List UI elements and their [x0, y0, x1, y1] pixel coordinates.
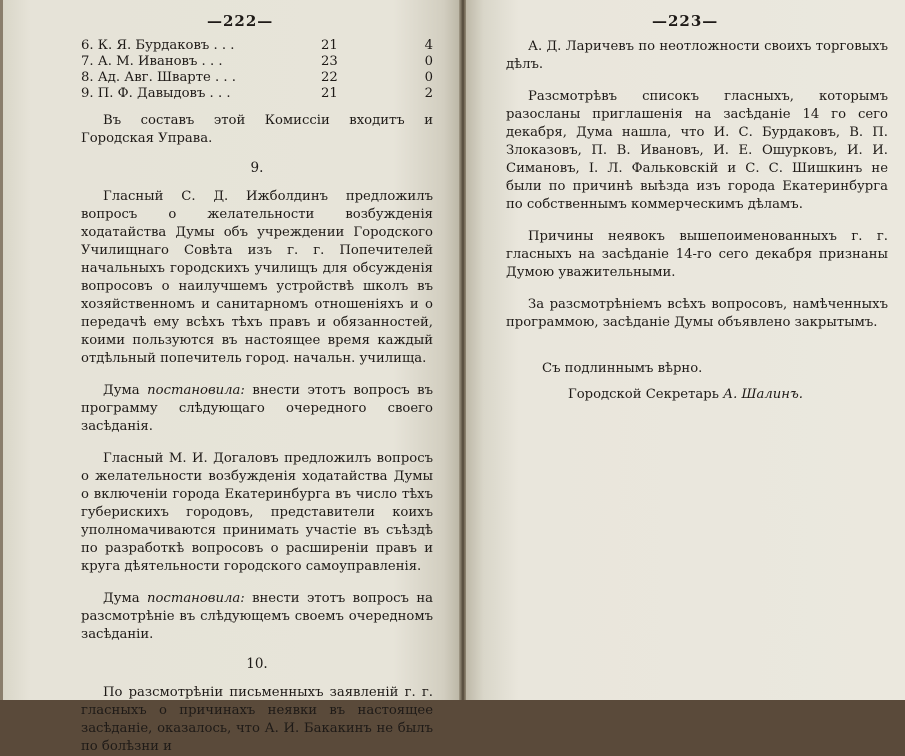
vote-row — [81, 38, 433, 54]
resolution-1 — [81, 382, 433, 436]
resolution-text: внести этотъ вопросъ въ программу слѣдующаго очередного своего засѣданія. — [81, 383, 433, 434]
vote-count-a: 21 — [321, 38, 338, 53]
resolution-text: внести этотъ вопросъ на разсмотрѣніе въ слѣдующемъ своемъ очередномъ засѣданіи. — [81, 591, 433, 642]
resolution-label: Дума — [103, 383, 140, 398]
vote-count-a: 23 — [321, 54, 338, 69]
certification: Съ подлиннымъ вѣрно. — [542, 361, 703, 376]
vote-name: 7. А. М. Ивановъ . . . — [81, 54, 223, 69]
section-heading: 9. — [250, 160, 264, 176]
vote-table — [81, 38, 433, 102]
secretary-name: А. Шалинъ. — [723, 387, 803, 402]
secretary-title: Городской Секретарь — [568, 387, 719, 402]
vote-count-a: 21 — [321, 86, 338, 101]
signature-line — [506, 386, 888, 404]
commission-note: Въ составъ этой Комиссіи входитъ и Городская Управа. — [81, 113, 433, 146]
vote-row — [81, 54, 433, 70]
vote-name: 6. К. Я. Бурдаковъ . . . — [81, 38, 235, 53]
vote-count-a: 22 — [321, 70, 338, 85]
resolution-verb: постановила: — [147, 591, 245, 606]
resolution-2 — [81, 590, 433, 644]
closing-statement: За разсмотрѣніемъ всѣхъ вопросовъ, намѣченныхъ программою, засѣданіе Думы объявлено закрытымъ. — [506, 297, 888, 330]
page-number: —223— — [652, 12, 719, 30]
vote-name: 9. П. Ф. Давыдовъ . . . — [81, 86, 231, 101]
vote-row — [81, 70, 433, 86]
vote-count-b: 0 — [424, 70, 433, 85]
vote-row — [81, 86, 433, 102]
reasons-valid: Причины неявокъ вышепоименованныхъ г. г. гласныхъ на засѣданіе 14-го сего декабря признаны Думою уважительными. — [506, 229, 888, 280]
dogalov-proposal: Гласный М. И. Догаловъ предложилъ вопросъ о желательности возбужденія ходатайства Думы о включеніи города Екатеринбурга въ число тѣхъ губерискихъ городовъ, представители коихъ уполномачиваются принимать участіе въ съѣздѣ по разработкѣ вопросовъ о расширеніи правъ и круга дѣятельности городского самоуправленія. — [81, 451, 433, 574]
right-page — [466, 0, 905, 700]
left-page-content — [81, 38, 433, 756]
resolution-verb: постановила: — [147, 383, 245, 398]
resolution-label: Дума — [103, 591, 140, 606]
page-number: —222— — [207, 12, 274, 30]
vote-count-b: 2 — [424, 86, 433, 101]
vote-name: 8. Ад. Авг. Шварте . . . — [81, 70, 236, 85]
continuation-text: А. Д. Ларичевъ по неотложности своихъ торговыхъ дѣлъ. — [506, 39, 888, 72]
izhboldin-proposal: Гласный С. Д. Ижболдинъ предложилъ вопросъ о желательности возбужденія ходатайства Думы объ учреждении Городского Училищнаго Совѣта изъ г. г. Попечителей начальныхъ городскихъ училищъ для обсужденія вопросовъ о наилучшемъ устройствѣ школъ въ хозяйственномъ и санитарномъ отношеніяхъ и о передачѣ ему всѣхъ тѣхъ правъ и обязанностей, коими пользуются въ настоящее время каждый отдѣльный попечитель город. начальн. училища. — [81, 189, 433, 366]
vote-count-b: 4 — [424, 38, 433, 53]
right-page-content — [506, 38, 888, 404]
section-heading: 10. — [246, 656, 268, 672]
absence-text: По разсмотрѣніи письменныхъ заявленій г. г. гласныхъ о причинахъ неявки въ настоящее засѣданіе, оказалось, что А. И. Бакакинъ не былъ по болѣзни и — [81, 685, 433, 754]
list-review: Разсмотрѣвъ списокъ гласныхъ, которымъ разосланы приглашенія на засѣданіе 14 го сего декабря, Дума нашла, что И. С. Бурдаковъ, В. П. Злоказовъ, П. В. Ивановъ, И. Е. Ошурковъ, И. И. Симановъ, І. Л. Фальковскій и С. С. Шишкинъ не были по причинѣ выѣзда изъ города Екатеринбурга по собственнымъ коммерческимъ дѣламъ. — [506, 89, 888, 212]
vote-count-b: 0 — [424, 54, 433, 69]
